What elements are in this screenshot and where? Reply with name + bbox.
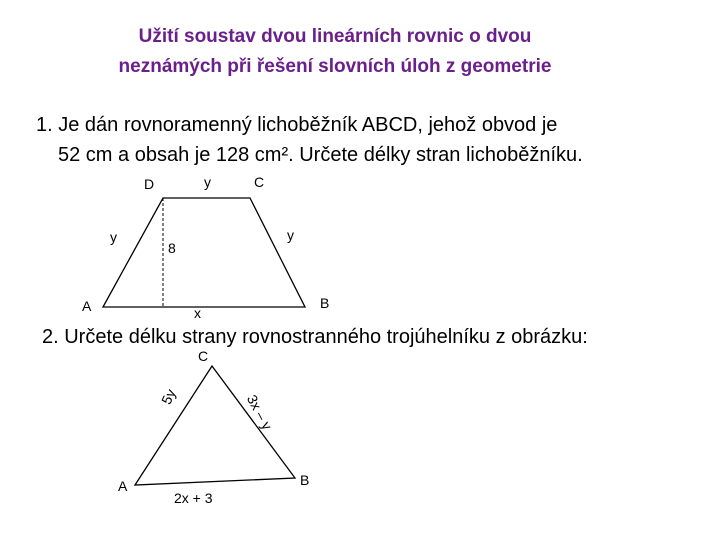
triangle-label-c: C (198, 348, 209, 364)
triangle-label-a: A (118, 478, 128, 494)
triangle-label-b: B (300, 472, 310, 488)
task-1-line-2: 52 cm a obsah je 128 cm². Určete délky stran lichoběžníku. (58, 144, 583, 166)
trapezoid-label-right: y (287, 227, 294, 243)
task-1-number: 1. (36, 114, 53, 136)
trapezoid-label-left: y (110, 229, 117, 245)
task-1-line-1: Je dán rovnoramenný lichoběžník ABCD, jehož obvod je (58, 114, 558, 136)
trapezoid-label-a: A (82, 298, 92, 314)
title-line-2: neznámých při řešení slovních úloh z geometrie (118, 56, 552, 77)
trapezoid-label-d: D (144, 176, 155, 192)
trapezoid-label-top: y (204, 174, 211, 190)
title-line-1: Užití soustav dvou lineárních rovnic o dvou (138, 26, 532, 47)
trapezoid-label-c: C (254, 174, 265, 190)
trapezoid-abcd (103, 198, 305, 307)
task-2-text: 2. Určete délku strany rovnostranného trojúhelníku z obrázku: (42, 326, 588, 348)
triangle-label-right: 3x – y (243, 392, 276, 433)
triangle-label-bottom: 2x + 3 (174, 490, 213, 506)
trapezoid-label-height: 8 (168, 240, 176, 256)
trapezoid-label-b: B (320, 295, 330, 311)
triangle-label-left: 5y (158, 386, 179, 407)
trapezoid-label-bottom: x (194, 305, 201, 321)
